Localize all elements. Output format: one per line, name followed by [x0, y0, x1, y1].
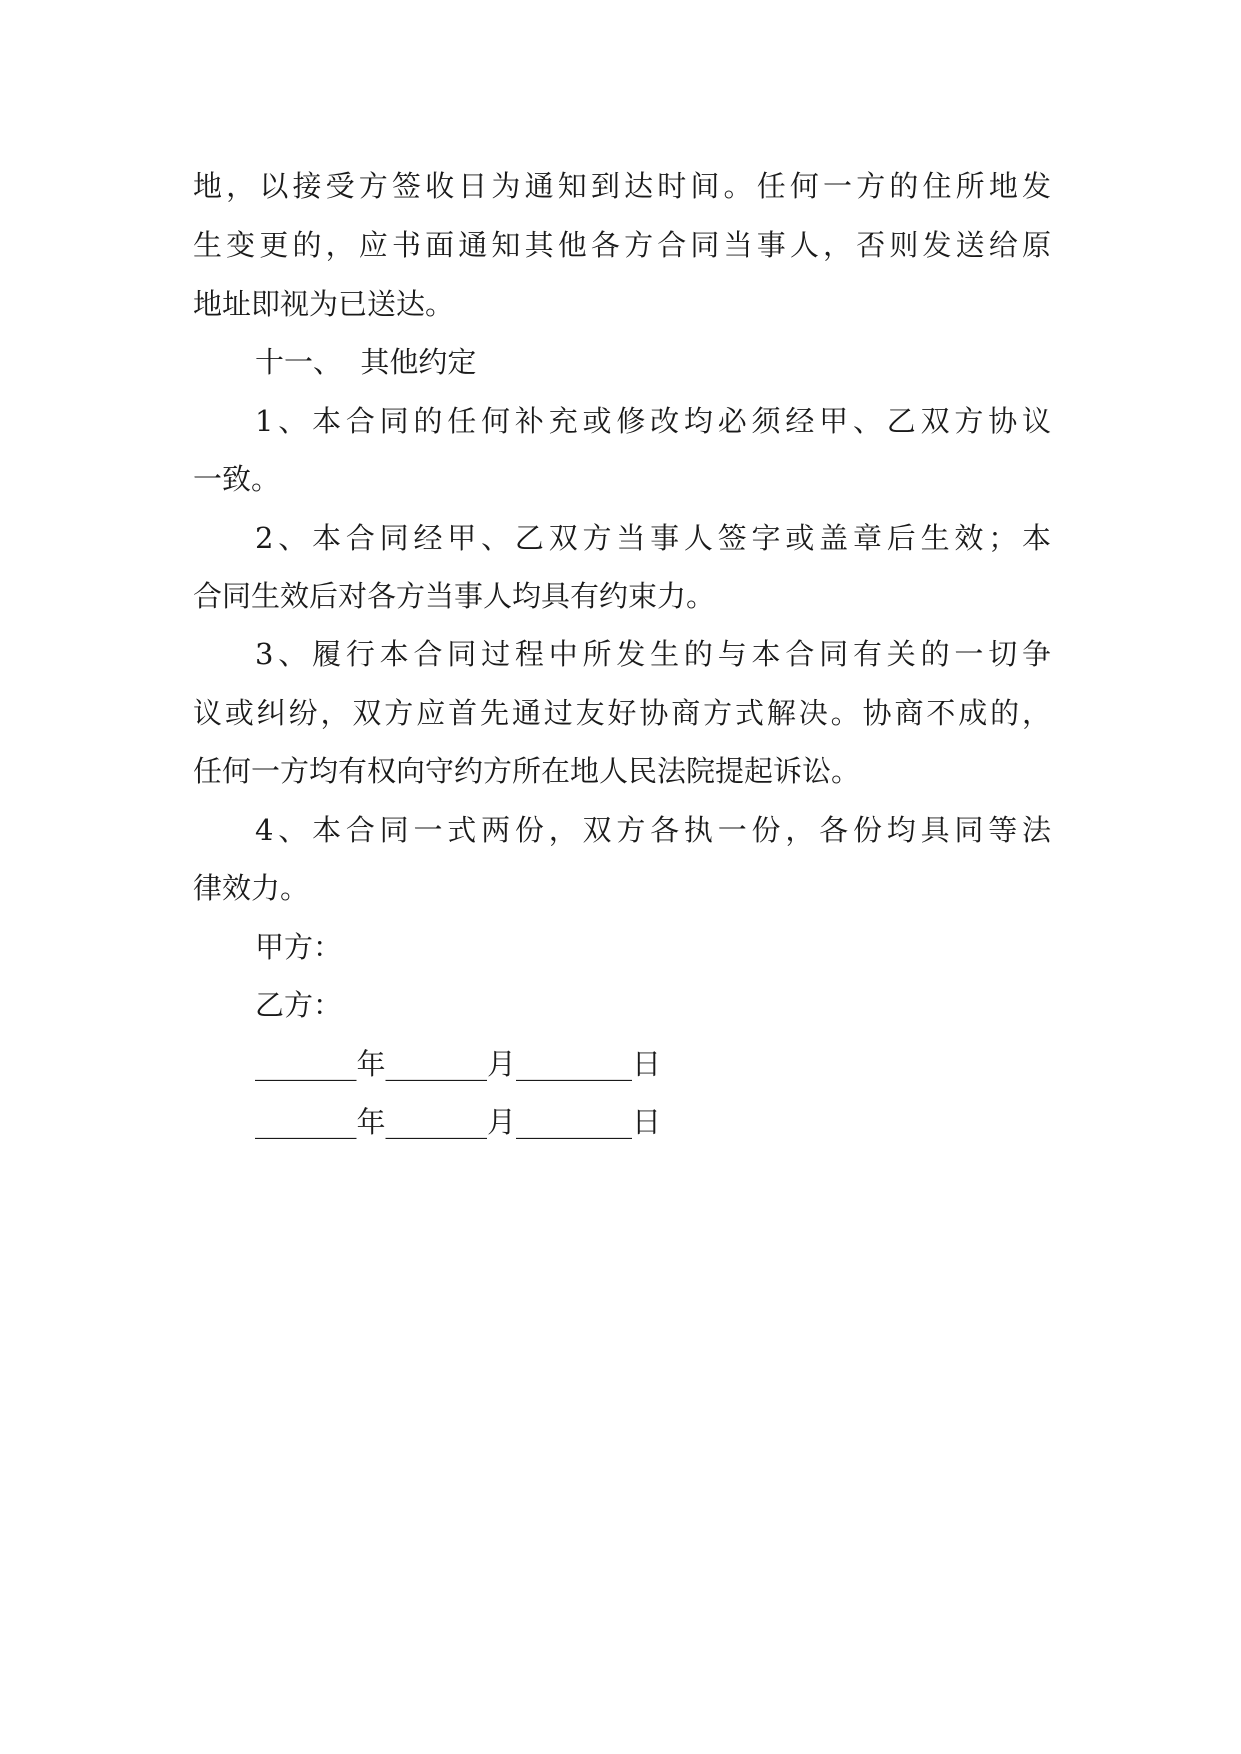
paragraph-line: 生变更的，应书面通知其他各方合同当事人，否则发送给原 [193, 228, 1051, 262]
clause-2-line: 2、本合同经甲、乙双方当事人签字或盖章后生效；本 [255, 521, 1051, 555]
date-line-a: _______年_______月________日 [255, 1047, 662, 1081]
clause-3-line: 3、履行本合同过程中所发生的与本合同有关的一切争 [255, 637, 1051, 671]
clause-4-line: 律效力。 [193, 871, 310, 905]
clause-1-line: 1、本合同的任何补充或修改均必须经甲、乙双方协议 [255, 404, 1051, 438]
section-heading: 十一、 其他约定 [255, 345, 477, 379]
party-b-label: 乙方： [255, 988, 343, 1022]
paragraph-line: 地，以接受方签收日为通知到达时间。任何一方的住所地发 [193, 169, 1051, 203]
clause-3-line: 任何一方均有权向守约方所在地人民法院提起诉讼。 [193, 754, 861, 788]
date-line-b: _______年_______月________日 [255, 1105, 662, 1139]
clause-1-line: 一致。 [193, 462, 281, 496]
party-a-label: 甲方： [255, 930, 343, 964]
clause-3-line: 议或纠纷，双方应首先通过友好协商方式解决。协商不成的， [193, 696, 1051, 730]
clause-2-line: 合同生效后对各方当事人均具有约束力。 [193, 579, 716, 613]
paragraph-line: 地址即视为已送达。 [193, 287, 455, 321]
clause-4-line: 4、本合同一式两份，双方各执一份，各份均具同等法 [255, 813, 1051, 847]
